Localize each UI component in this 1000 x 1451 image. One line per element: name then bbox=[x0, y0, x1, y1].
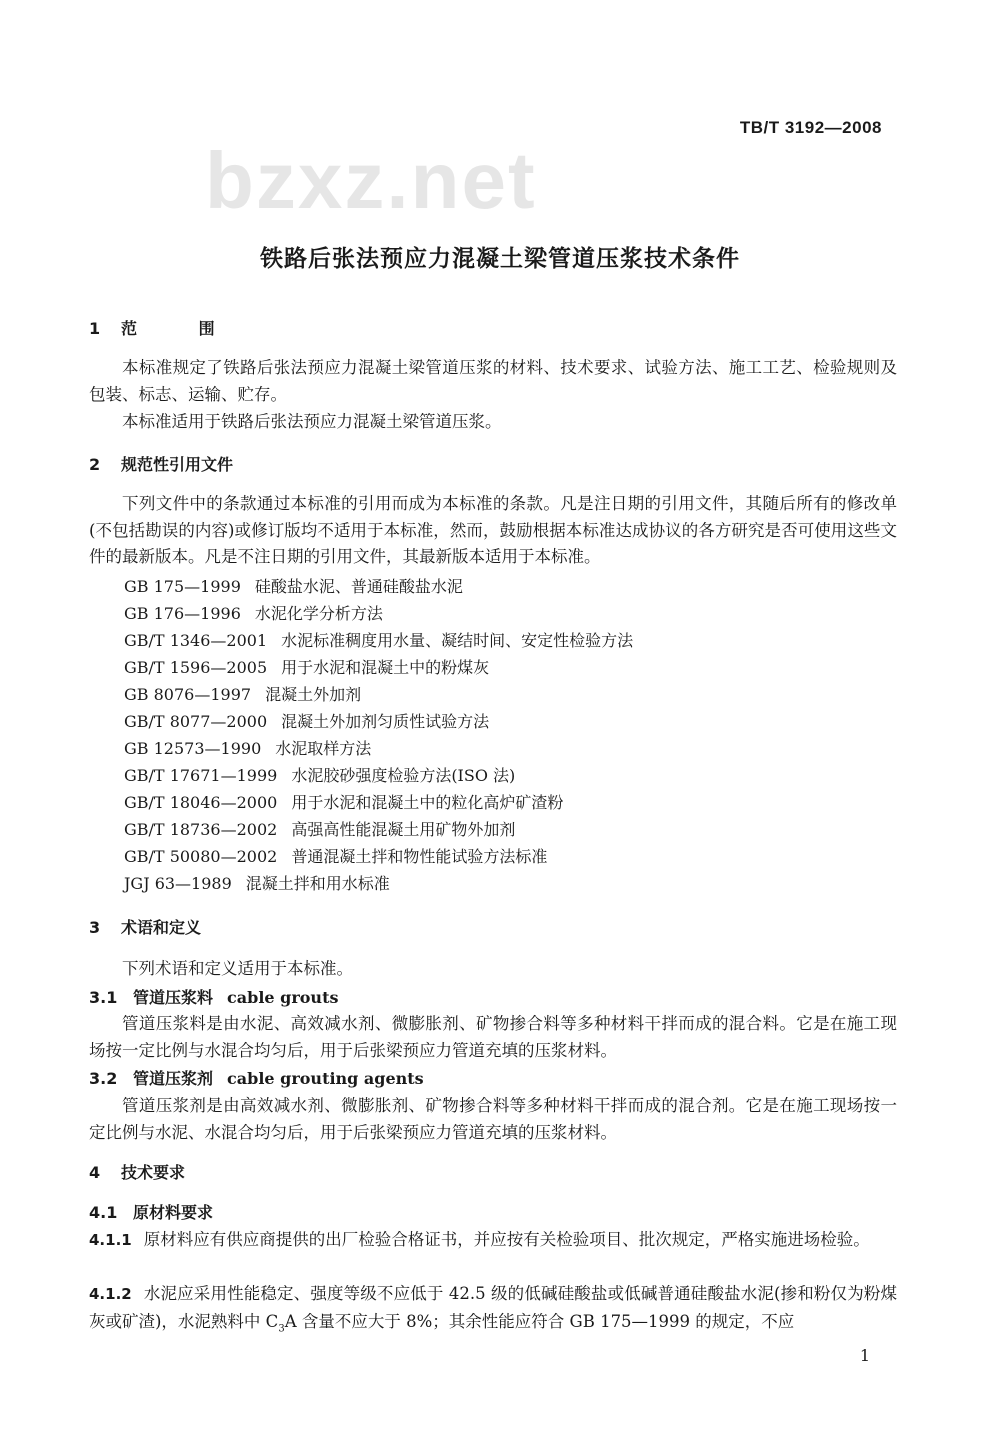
subsection-4-1-heading bbox=[89, 1200, 213, 1223]
clause-number: 4.1.2 bbox=[89, 1285, 132, 1303]
reference-name: 高强高性能混凝土用矿物外加剂 bbox=[291, 820, 516, 839]
reference-code: GB/T 18046—2000 bbox=[124, 793, 278, 812]
subscript-3: 3 bbox=[278, 1323, 285, 1335]
reference-item bbox=[124, 628, 633, 651]
section-2-intro: 下列文件中的条款通过本标准的引用而成为本标准的条款。凡是注日期的引用文件，其随后所有的修改单(不包括勘误的内容)或修订版均不适用于本标准，然而，鼓励根据本标准达成协议的各方研究是否可使用这些文件的最新版本。凡是不注日期的引用文件，其最新版本适用于本标准。 bbox=[89, 494, 897, 566]
section-number: 3 bbox=[89, 918, 101, 937]
reference-code: GB 8076—1997 bbox=[124, 685, 252, 704]
section-1-paragraph-2: 本标准适用于铁路后张法预应力混凝土梁管道压浆。 bbox=[122, 412, 502, 431]
clause-text-continued: A 含量不应大于 8%；其余性能应符合 GB 175—1999 的规定，不应 bbox=[284, 1312, 795, 1331]
reference-item bbox=[124, 655, 489, 678]
reference-item bbox=[124, 763, 515, 786]
section-3-heading bbox=[89, 915, 201, 938]
section-title: 规范性引用文件 bbox=[121, 455, 234, 474]
reference-item bbox=[124, 601, 383, 624]
subsection-title: 原材料要求 bbox=[133, 1203, 214, 1222]
document-title: 铁路后张法预应力混凝土梁管道压浆技术条件 bbox=[260, 246, 740, 272]
reference-item bbox=[124, 736, 371, 759]
section-title: 范 围 bbox=[121, 319, 243, 338]
term-chinese: 管道压浆剂 bbox=[133, 1069, 214, 1088]
reference-name: 水泥化学分析方法 bbox=[254, 604, 383, 623]
reference-code: GB 12573—1990 bbox=[124, 739, 262, 758]
reference-name: 水泥标准稠度用水量、凝结时间、安定性检验方法 bbox=[281, 631, 634, 650]
section-number: 2 bbox=[89, 455, 101, 474]
clause-number: 4.1.1 bbox=[89, 1231, 132, 1249]
section-3-intro: 下列术语和定义适用于本标准。 bbox=[122, 959, 353, 978]
term-chinese: 管道压浆料 bbox=[133, 988, 214, 1007]
reference-item bbox=[124, 871, 390, 894]
reference-item bbox=[124, 790, 563, 813]
reference-code: GB/T 17671—1999 bbox=[124, 766, 278, 785]
subsection-number: 4.1 bbox=[89, 1203, 118, 1222]
reference-item bbox=[124, 844, 547, 867]
reference-item bbox=[124, 817, 515, 840]
reference-name: 混凝土外加剂 bbox=[265, 685, 362, 704]
reference-code: GB/T 18736—2002 bbox=[124, 820, 278, 839]
section-2-heading bbox=[89, 452, 233, 475]
reference-name: 混凝土外加剂匀质性试验方法 bbox=[281, 712, 490, 731]
section-1-heading bbox=[89, 316, 243, 339]
standard-code: TB/T 3192—2008 bbox=[739, 118, 882, 137]
term-english: cable grouting agents bbox=[227, 1069, 424, 1088]
section-number: 1 bbox=[89, 319, 101, 338]
term-3-2-definition: 管道压浆剂是由高效减水剂、微膨胀剂、矿物掺合料等多种材料干拌而成的混合剂。它是在施工现场按一定比例与水泥、水混合均匀后，用于后张梁预应力管道充填的压浆材料。 bbox=[89, 1096, 897, 1142]
section-4-heading bbox=[89, 1160, 185, 1183]
term-english: cable grouts bbox=[227, 988, 339, 1007]
reference-name: 用于水泥和混凝土中的粉煤灰 bbox=[281, 658, 490, 677]
clause-4-1-1 bbox=[89, 1226, 897, 1254]
term-number: 3.1 bbox=[89, 988, 118, 1007]
reference-name: 混凝土拌和用水标准 bbox=[245, 874, 390, 893]
clause-4-1-2 bbox=[89, 1280, 897, 1342]
term-3-1-definition: 管道压浆料是由水泥、高效减水剂、微膨胀剂、矿物掺合料等多种材料干拌而成的混合料。它是在施工现场按一定比例与水混合均匀后，用于后张梁预应力管道充填的压浆材料。 bbox=[89, 1014, 897, 1060]
reference-code: GB/T 50080—2002 bbox=[124, 847, 278, 866]
reference-item bbox=[124, 709, 489, 732]
reference-code: GB/T 8077—2000 bbox=[124, 712, 268, 731]
section-number: 4 bbox=[89, 1163, 101, 1182]
reference-name: 用于水泥和混凝土中的粒化高炉矿渣粉 bbox=[291, 793, 564, 812]
reference-code: GB 175—1999 bbox=[124, 577, 241, 596]
reference-code: GB 176—1996 bbox=[124, 604, 241, 623]
term-number: 3.2 bbox=[89, 1069, 118, 1088]
term-3-1-heading bbox=[89, 985, 338, 1008]
reference-name: 普通混凝土拌和物性能试验方法标准 bbox=[291, 847, 548, 866]
section-title: 术语和定义 bbox=[121, 918, 202, 937]
reference-name: 水泥胶砂强度检验方法(ISO 法) bbox=[291, 766, 516, 785]
reference-code: GB/T 1596—2005 bbox=[124, 658, 268, 677]
watermark: bzxz.net bbox=[205, 136, 537, 225]
reference-name: 硅酸盐水泥、普通硅酸盐水泥 bbox=[254, 577, 463, 596]
section-title: 技术要求 bbox=[121, 1163, 186, 1182]
page-number: 1 bbox=[859, 1346, 870, 1365]
reference-item bbox=[124, 574, 463, 597]
clause-text: 原材料应有供应商提供的出厂检验合格证书，并应按有关检验项目、批次规定，严格实施进场检验。 bbox=[143, 1230, 870, 1249]
term-3-2-heading bbox=[89, 1066, 424, 1089]
reference-code: GB/T 1346—2001 bbox=[124, 631, 268, 650]
reference-code: JGJ 63—1989 bbox=[124, 874, 232, 893]
reference-name: 水泥取样方法 bbox=[275, 739, 372, 758]
reference-item bbox=[124, 682, 361, 705]
section-1-paragraph-1: 本标准规定了铁路后张法预应力混凝土梁管道压浆的材料、技术要求、试验方法、施工工艺、检验规则及包装、标志、运输、贮存。 bbox=[89, 358, 897, 404]
clause-text: 水泥应采用性能稳定、强度等级不应低于 42.5 级的低碱硅酸盐或低碱普通硅酸盐水泥(掺和粉仅为粉煤灰或矿渣)，水泥熟料中 C bbox=[89, 1284, 897, 1331]
